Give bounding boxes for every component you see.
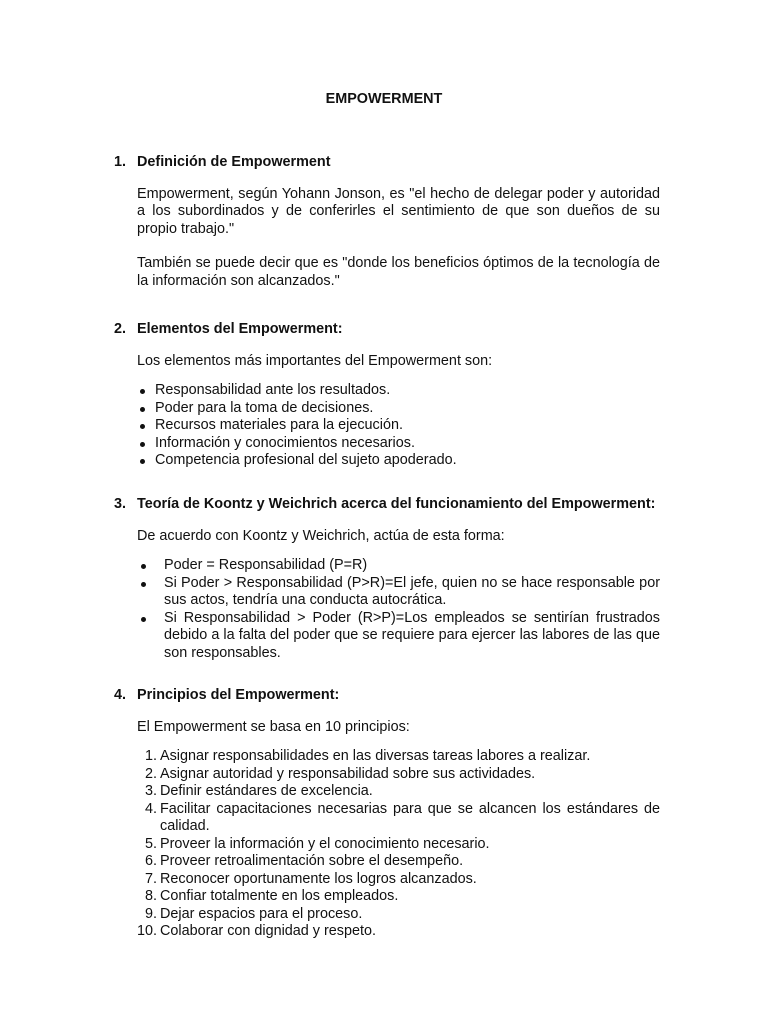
paragraph-intro: Los elementos más importantes del Empowerment son: [137,352,493,369]
section-title: Elementos del Empowerment: [137,321,343,337]
section-body [137,719,660,941]
item-text: Proveer retroalimentación sobre el desempeño. [160,853,464,869]
item-text: Reconocer oportunamente los logros alcanzados. [160,870,477,887]
section-definicion [114,154,660,290]
item-number: 6. [144,853,157,869]
item-number: 3. [144,783,157,799]
item-number: 8. [144,888,157,904]
section-principios [114,687,660,941]
list-item [137,783,660,801]
item-text: Asignar responsabilidades en las diversas tareas labores a realizar. [160,748,591,764]
section-title: Definición de Empowerment [137,154,331,170]
document-title: EMPOWERMENT [325,91,443,107]
item-text: Proveer la información y el conocimiento necesario. [160,835,490,852]
section-number: 2. [114,321,127,337]
item-number: 10. [137,923,158,939]
item-number: 5. [144,835,157,852]
section-number: 3. [114,496,127,512]
list-item: Información y conocimientos necesarios. [137,435,660,453]
item-number: 7. [144,870,157,887]
item-number: 9. [144,905,157,922]
item-number: 1. [144,748,157,764]
section-heading [114,154,660,172]
bullet-list [137,557,660,662]
list-item [137,748,660,766]
item-text: Definir estándares de excelencia. [160,783,373,799]
list-item: Competencia profesional del sujeto apoderado. [137,452,660,470]
list-item: Recursos materiales para la ejecución. [137,417,660,435]
item-text: Facilitar capacitaciones necesarias para que se alcancen los estándares de calidad. [160,800,660,834]
list-item [137,836,660,854]
list-item [137,888,660,906]
section-heading [114,687,660,705]
section-body [137,353,660,470]
list-item [137,853,660,871]
section-title: Principios del Empowerment: [137,687,340,703]
paragraph: También se puede decir que es "donde los beneficios óptimos de la tecnología de la información son alcanzados." [137,255,660,289]
item-text: Confiar totalmente en los empleados. [160,888,399,904]
section-number: 4. [114,687,127,703]
item-text: Colaborar con dignidad y respeto. [160,923,376,939]
bullet-list [137,382,660,470]
paragraph: Empowerment, según Yohann Jonson, es "el hecho de delegar poder y autoridad a los subordinados y de conferirles el sentimiento de que son dueños de su propio trabajo." [137,185,660,237]
section-heading [114,321,660,339]
item-number: 2. [144,765,157,782]
section-elementos [114,321,660,470]
list-item [137,871,660,889]
list-item: Poder para la toma de decisiones. [137,400,660,418]
paragraph-intro: De acuerdo con Koontz y Weichrich, actúa de esta forma: [137,527,505,544]
section-body [137,528,660,663]
list-item [137,801,660,836]
item-text: Dejar espacios para el proceso. [160,905,363,922]
list-item: Poder = Responsabilidad (P=R) [137,557,660,575]
item-number: 4. [144,800,157,817]
list-item: Si Poder > Responsabilidad (P>R)=El jefe, quien no se hace responsable por sus actos, tendría una conducta autocrática. [137,575,660,610]
list-item [137,906,660,924]
list-item [137,766,660,784]
list-item [137,923,660,941]
list-item: Responsabilidad ante los resultados. [137,382,660,400]
section-body [137,186,660,291]
section-title: Teoría de Koontz y Weichrich acerca del funcionamiento del Empowerment: [137,496,656,512]
numbered-list [137,748,660,941]
paragraph-intro: El Empowerment se basa en 10 principios: [137,718,410,735]
section-heading [114,496,660,514]
list-item: Si Responsabilidad > Poder (R>P)=Los empleados se sentirían frustrados debido a la falta del poder que se requiere para ejercer las labores de las que son responsables. [137,610,660,663]
section-teoria-koontz [114,496,660,662]
item-text: Asignar autoridad y responsabilidad sobre sus actividades. [160,765,536,782]
section-number: 1. [114,154,127,170]
